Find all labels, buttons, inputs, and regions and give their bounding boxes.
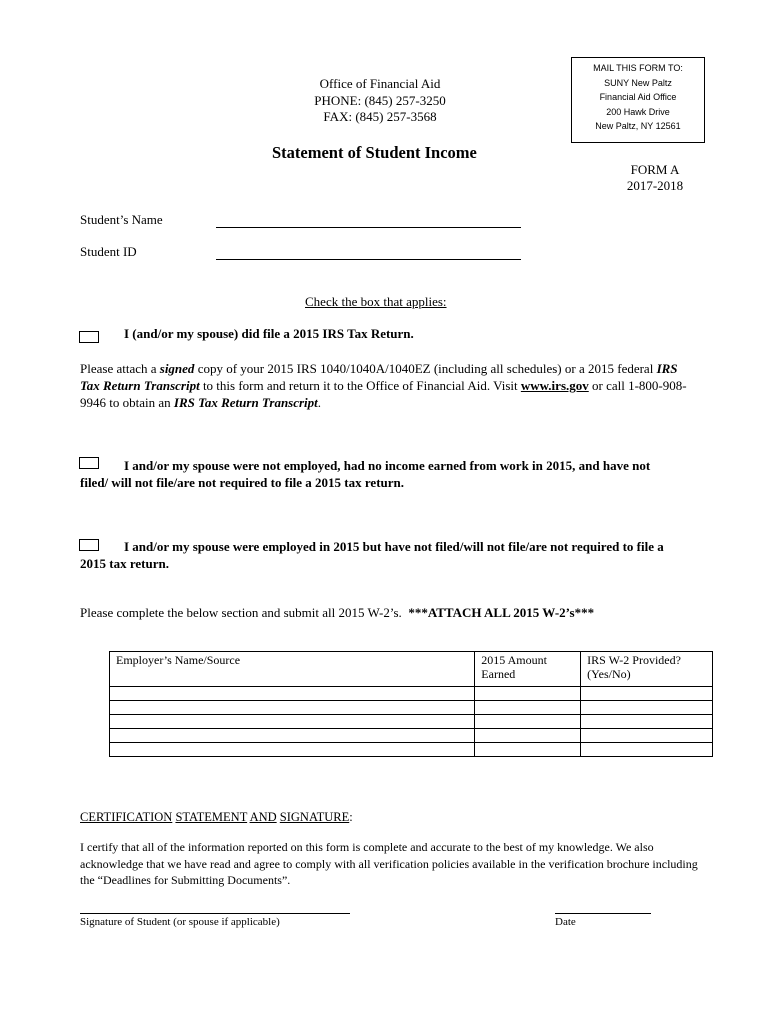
certification-text: I certify that all of the information reported on this form is complete and accurate to the best of my knowledge. We also acknowledge that we have read and agree to comply with all verification policies available in the verification brochure including the “Deadlines for Submitting Documents”. — [80, 840, 698, 887]
w2-cell[interactable] — [581, 701, 713, 715]
form-year: 2017-2018 — [626, 178, 684, 193]
mail-address-box — [571, 57, 705, 143]
header-employer: Employer’s Name/Source — [110, 652, 475, 687]
student-id-label: Student ID — [80, 244, 137, 259]
mail-line: 200 Hawk Drive — [606, 106, 670, 117]
instr-text: to this form and return it to the Office of Financial Aid. Visit — [199, 378, 521, 393]
form-id: FORM A — [630, 162, 680, 177]
employer-cell[interactable] — [110, 729, 475, 743]
table-row — [110, 743, 713, 757]
option1-checkbox[interactable] — [79, 331, 99, 343]
employer-cell[interactable] — [110, 701, 475, 715]
employer-cell[interactable] — [110, 743, 475, 757]
instr-text: copy of your 2015 IRS 1040/1040A/1040EZ (including all schedules) or a 2015 federal — [194, 361, 657, 376]
instr-transcript: IRS Tax Return Transcript — [80, 361, 678, 393]
office-fax: FAX: (845) 257-3568 — [323, 109, 437, 124]
option1-label: I (and/or my spouse) did file a 2015 IRS Tax Return. — [124, 326, 414, 341]
header-w2: IRS W-2 Provided? (Yes/No) — [581, 652, 713, 687]
mail-line: MAIL THIS FORM TO: — [593, 63, 683, 73]
table-row — [110, 715, 713, 729]
form-identifier — [600, 162, 710, 194]
option2-checkbox[interactable] — [79, 457, 99, 469]
employer-cell[interactable] — [110, 715, 475, 729]
w2-instruction — [80, 605, 594, 621]
date-field[interactable] — [555, 899, 651, 914]
table-row — [110, 701, 713, 715]
page-title: Statement of Student Income — [272, 143, 477, 162]
w2-instruction-text: Please complete the below section and submit all 2015 W-2’s. — [80, 605, 402, 620]
student-name-label: Student’s Name — [80, 212, 163, 227]
signature-field[interactable] — [80, 899, 350, 914]
w2-cell[interactable] — [581, 729, 713, 743]
mail-line: Financial Aid Office — [599, 92, 677, 102]
cert-word: CERTIFICATION — [80, 810, 173, 824]
irs-link[interactable]: www.irs.gov — [520, 378, 589, 393]
option3-checkbox[interactable] — [79, 539, 99, 551]
date-label: Date — [555, 916, 576, 928]
option3-label-line2: 2015 tax return. — [80, 556, 169, 571]
office-name: Office of Financial Aid — [319, 76, 441, 91]
instr-text: Please attach a — [80, 361, 160, 376]
option2-label-line2: filed/ will not file/are not required to file a 2015 tax return. — [80, 475, 405, 490]
instr-text: or call 1-800-908-9946 to obtain an — [80, 378, 687, 410]
certification-heading — [80, 810, 353, 825]
amount-cell[interactable] — [475, 701, 581, 715]
cert-word: SIGNATURE — [279, 810, 350, 824]
check-heading: Check the box that applies: — [305, 294, 447, 309]
table-row — [110, 687, 713, 701]
office-contact — [300, 76, 460, 126]
amount-cell[interactable] — [475, 715, 581, 729]
option3-label-line1: I and/or my spouse were employed in 2015 but have not filed/will not file/are not required to file a — [124, 539, 664, 554]
instr-transcript: IRS Tax Return Transcript — [173, 395, 318, 410]
employer-cell[interactable] — [110, 687, 475, 701]
w2-cell[interactable] — [581, 715, 713, 729]
employer-table — [109, 651, 713, 757]
student-name-field[interactable] — [216, 214, 521, 228]
mail-line: New Paltz, NY 12561 — [595, 121, 681, 131]
w2-cell[interactable] — [581, 687, 713, 701]
amount-cell[interactable] — [475, 729, 581, 743]
office-phone: PHONE: (845) 257-3250 — [314, 92, 446, 108]
cert-word: AND — [249, 810, 277, 824]
w2-cell[interactable] — [581, 743, 713, 757]
amount-cell[interactable] — [475, 743, 581, 757]
signature-label: Signature of Student (or spouse if applicable) — [80, 916, 280, 928]
table-header-row — [110, 652, 713, 687]
cert-colon: : — [349, 810, 353, 824]
instr-signed: signed — [159, 361, 195, 376]
option2-label-line1: I and/or my spouse were not employed, had no income earned from work in 2015, and have not — [124, 458, 651, 473]
student-id-field[interactable] — [216, 246, 521, 260]
cert-word: STATEMENT — [175, 810, 248, 824]
option1-instructions — [80, 360, 700, 411]
table-row — [110, 729, 713, 743]
amount-cell[interactable] — [475, 687, 581, 701]
mail-line: SUNY New Paltz — [604, 77, 672, 88]
w2-attach-note: ***ATTACH ALL 2015 W-2’s*** — [408, 605, 595, 620]
instr-text: . — [317, 395, 322, 410]
header-amount: 2015 Amount Earned — [475, 652, 581, 687]
